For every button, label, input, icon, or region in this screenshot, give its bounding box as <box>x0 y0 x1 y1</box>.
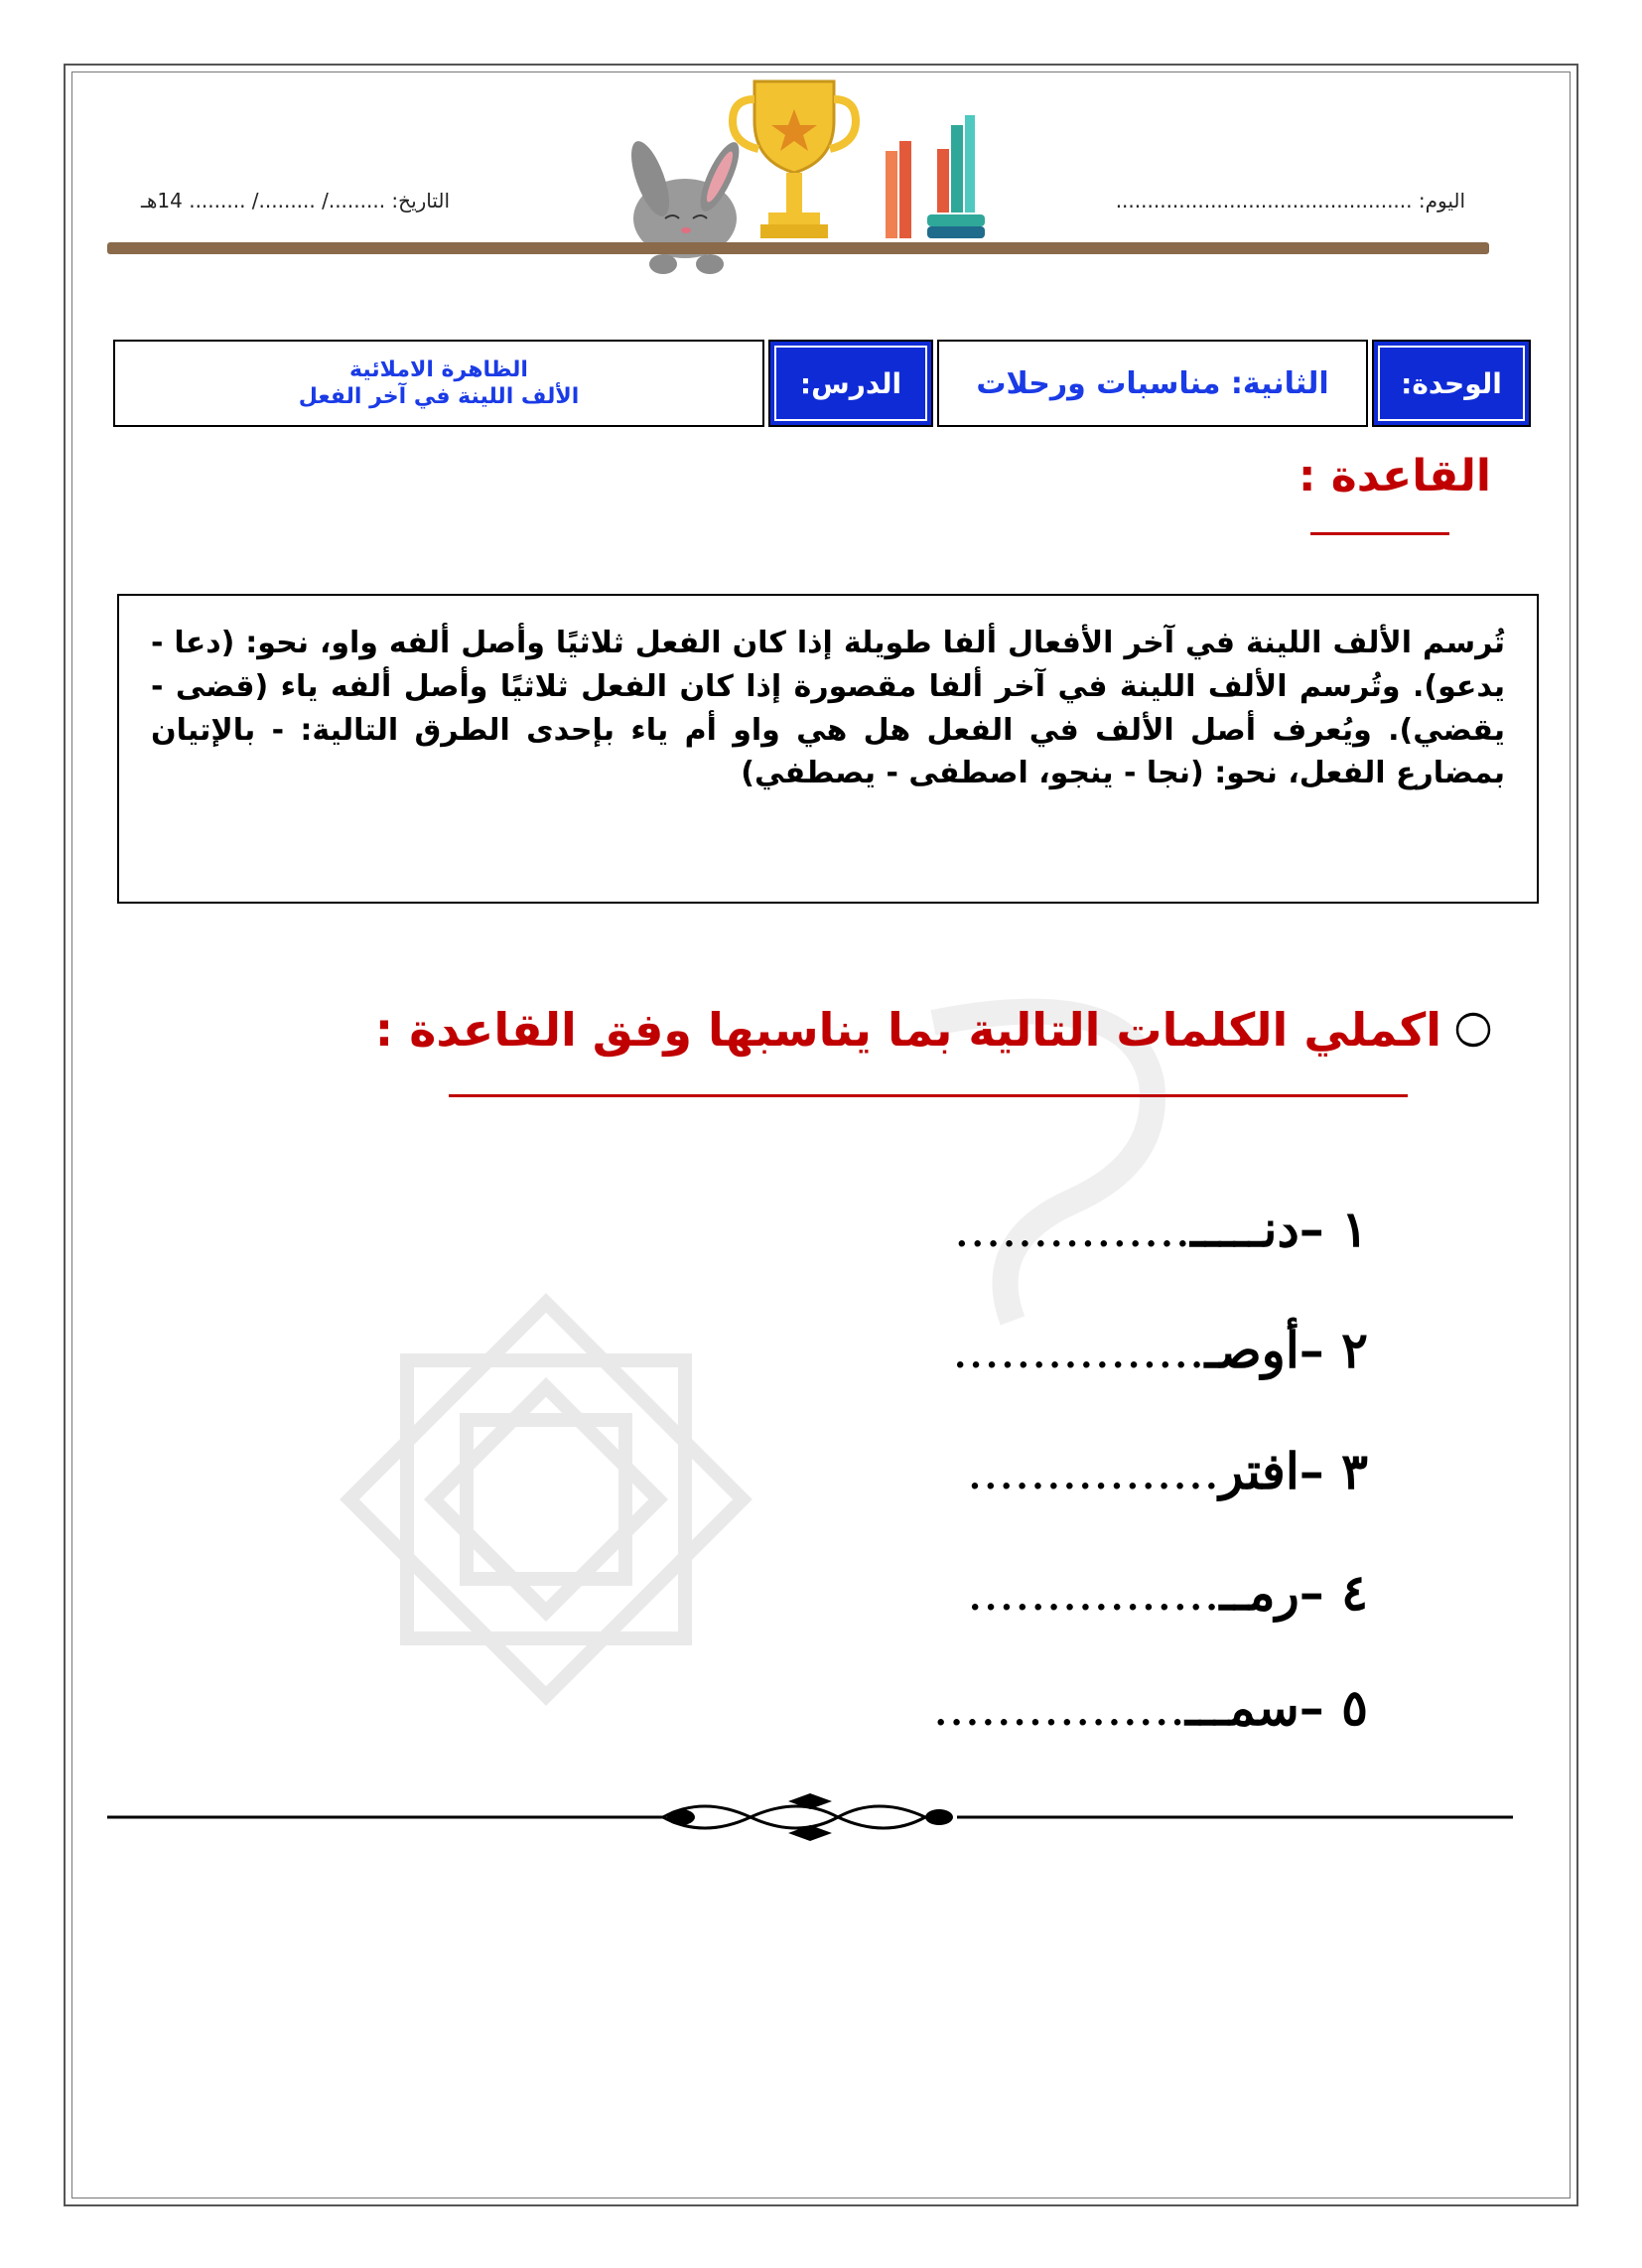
exercise-title-text: اكملي الكلمات التالية بما يناسبها وفق القاعدة : <box>374 1003 1441 1057</box>
shelf <box>107 242 1489 254</box>
answer-blank[interactable]: ................ <box>966 1443 1220 1500</box>
question-item-2 <box>952 1321 1368 1379</box>
answer-blank[interactable]: ................ <box>952 1322 1205 1379</box>
lesson-line-1: الظاهرة الاملائية <box>349 356 528 382</box>
question-label: ٢ –أوصـ <box>1204 1321 1368 1379</box>
question-item-5 <box>933 1678 1368 1737</box>
ornament-circle-icon <box>1453 1010 1493 1050</box>
exercise-title-underline <box>449 1094 1408 1097</box>
unit-label: الوحدة: <box>1372 340 1531 427</box>
exercise-title <box>375 1003 1493 1057</box>
lesson-label: الدرس: <box>768 340 933 427</box>
rule-box <box>117 594 1539 904</box>
question-item-4 <box>967 1563 1368 1622</box>
lesson-value <box>113 340 764 427</box>
answer-blank[interactable]: ................ <box>967 1564 1220 1622</box>
rule-title-underline <box>1310 532 1449 535</box>
answer-blank[interactable]: ................ <box>932 1679 1185 1737</box>
question-label: ٤ –رمــ <box>1219 1563 1368 1622</box>
rule-title: القاعدة : <box>1298 451 1491 501</box>
lesson-line-2: الألف اللينة في آخر الفعل <box>298 384 580 409</box>
day-field: اليوم: ............................................... <box>1115 189 1465 213</box>
question-item-3 <box>967 1442 1368 1500</box>
question-label: ٣ –افتر <box>1219 1442 1368 1500</box>
ornamental-divider-icon <box>107 1787 1513 1847</box>
question-item-1 <box>954 1200 1368 1258</box>
date-field: التاريخ: ........./ ........./ ......... 14هـ <box>141 189 451 213</box>
shelf-decoration-illustration <box>616 70 1013 298</box>
question-label: ١ –دنـــــ <box>1190 1200 1368 1258</box>
trophy-icon <box>733 81 856 238</box>
answer-blank[interactable]: ............... <box>953 1201 1191 1258</box>
unit-value: الثانية: مناسبات ورحلات <box>937 340 1368 427</box>
star-pattern-watermark-icon <box>278 1231 814 1768</box>
rule-text: تُرسم الألف اللينة في آخر الأفعال ألفا طويلة إذا كان الفعل ثلاثيًا وأصل ألفه واو، نحو: (دعا - يدعو). وتُرسم الألف اللينة في آخر ألفا مقصورة إذا كان الفعل ثلاثيًا وأصل ألفه ياء (قضى - يقضي). ويُعرف أصل الألف في الفعل هل هي واو أم ياء بإحدى الطرق التالية: - بالإتيان بمضارع الفعل، نحو: (نجا - ينجو، اصطفى - يصطفي) <box>151 626 1505 791</box>
books-icon <box>886 115 985 238</box>
question-label: ٥ –سمـــ <box>1184 1678 1368 1737</box>
